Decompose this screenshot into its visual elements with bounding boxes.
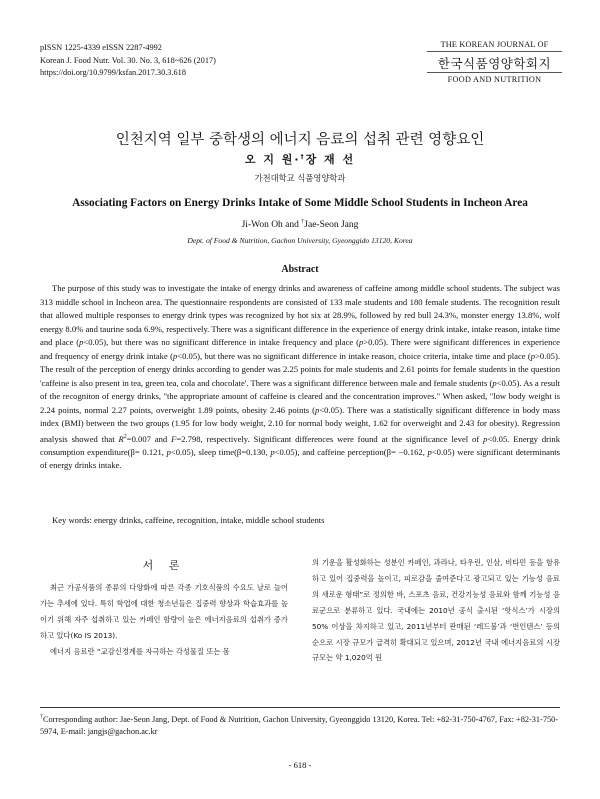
journal-logo xyxy=(427,40,562,84)
journal-name-en-bottom: FOOD AND NUTRITION xyxy=(427,72,562,84)
section-heading-introduction: 서 론 xyxy=(142,559,186,572)
abstract-heading: Abstract xyxy=(281,264,319,275)
author-2-en: Jae-Seon Jang xyxy=(304,220,359,231)
journal-name-ko: 한국식품영양학회지 xyxy=(437,56,552,71)
author-2-ko: 장 재 선 xyxy=(305,153,356,166)
abstract-body: The purpose of this study was to investigate the intake of energy drinks and awareness of caffeine among middle school students. The subject was 313 middle school in Incheon area. The questionnaire respondents are consisted of 133 male students and 180 female students. The recognition result that allowed multiple responses to energy drink types was recognized by hot six at 28.9%, followed by red bull 24.3%, monster energy 13.8%, wolf energy 8.0% and taurine soda 6.9%, respectively. There was a significant difference in the experience of energy drink intake, intake reason, intake time and place (p<0.05), but there was no significant difference in intake frequency and place (p>0.05). There were significant differences in experience and frequency of energy drink intake (p<0.05), but there was no significant difference in intake reason, choice criteria, intake time and place (p>0.05). The result of the perception of energy drinks according to gender was 2.25 points for male students and 2.61 points for female students in the question 'caffeine is also present in tea, green tea, cola and chocolate'. There was a significant difference between male and female students (p<0.05). As a result of the recogniton of energy drinks, "the appropriate amount of caffeine is cleared and the concentration improves." When asked, "low body weight is 2.24 points, normal 2.27 points, overweight 1.89 points, obesity 2.46 points (p<0.05). There was a statistically significant difference in body mass index (BMI) between the two groups (1.95 for low body weight, 2.10 for normal body weight, 1.62 for overweight and 2.43 for obesity). Regression analysis showed that $R^2=0.007$ and F=2.798, respectively. Significant differences were found at the significance level of p<0.05. Energy drink consumption expenditure(β= 0.121, p<0.05), sleep time(β=0.130, p<0.05), and caffeine perception(β= −0.162, p<0.05) were significant determinants of energy drinks intake. xyxy=(40,283,560,471)
affiliation-english: Dept. of Food & Nutrition, Gachon University, Gyeonggido 13120, Korea xyxy=(187,236,413,245)
intro-paragraph-1: 최근 가공식품의 종류의 다양화에 따른 각종 기호식품의 수요도 날로 늘어가는 추세에 있다. 특히 학업에 대한 청소년들은 집중력 향상과 학습효과를 높이기 위해 자주 섭취하고 있는 카페인 함량이 높은 에너지음료의 섭취가 증가하고 있다(Ko IS 2013). xyxy=(40,583,288,640)
author-1-en: Ji-Won Oh and xyxy=(241,220,302,231)
footnote-divider xyxy=(40,707,560,708)
journal-name-en-top: THE KOREAN JOURNAL OF xyxy=(427,40,562,52)
authors-english xyxy=(0,219,600,230)
title-korean: 인천지역 일부 중학생의 에너지 음료의 섭취 관련 영향요인 xyxy=(115,132,485,148)
doi-link[interactable]: https://doi.org/10.9799/ksfan.2017.30.3.618 xyxy=(40,68,186,77)
citation-block xyxy=(40,42,216,80)
corresponding-mark-en: † xyxy=(301,219,305,225)
body-left-column xyxy=(40,580,288,660)
authors-korean xyxy=(0,151,600,167)
title-english: Associating Factors on Energy Drinks Intake of Some Middle School Students in Incheon Area xyxy=(72,197,528,209)
affiliation-korean: 가천대학교 식품영양학과 xyxy=(254,173,346,183)
body-right-column: 의 기운을 활성화하는 성분인 카페인, 과라나, 타우린, 인삼, 비타민 등을 함유하고 있어 집중력을 높이고, 피로감을 줄여준다고 광고되고 있는 기능성 음료의 새로운 형태”로 정의한 바, 스포츠 음료, 건강기능성 음료와 함께 기능성 음료군으로 분류하고 있다. 국내에는 2010년 공식 출시된 ‘핫식스’가 시장의 50% 이상을 차지하고 있고, 2011년부터 판매된 ‘레드불’과 ‘번인텐스’ 등의 순으로 시장 규모가 급격히 확대되고 있으며, 2012년 국내 에너지음료의 시장 규모는 약 1,020억 원 xyxy=(312,558,560,663)
intro-paragraph-2: 에너지 음료란 “교감신경계를 자극하는 각성물질 또는 몸 xyxy=(50,646,230,656)
footnote-text: Corresponding author: Jae-Seon Jang, Dept. of Food & Nutrition, Gachon University, Gyeonggido 13120, Korea. Tel: +82-31-750-4767, Fax: +82-31-750-5974, E-mail: jangjs@gachon.ac.kr xyxy=(40,714,559,737)
author-1-ko: 오 지 원· xyxy=(244,153,301,166)
citation-line: Korean J. Food Nutr. Vol. 30. No. 3, 618~626 (2017) xyxy=(40,55,216,65)
footnote-mark: † xyxy=(40,714,43,720)
issn-line: pISSN 1225-4339 eISSN 2287-4992 xyxy=(40,43,162,52)
corresponding-mark: † xyxy=(300,153,306,161)
page-number: - 618 - xyxy=(288,760,312,770)
corresponding-author-footnote xyxy=(40,711,560,739)
keywords: Key words: energy drinks, caffeine, recognition, intake, middle school students xyxy=(52,515,325,525)
